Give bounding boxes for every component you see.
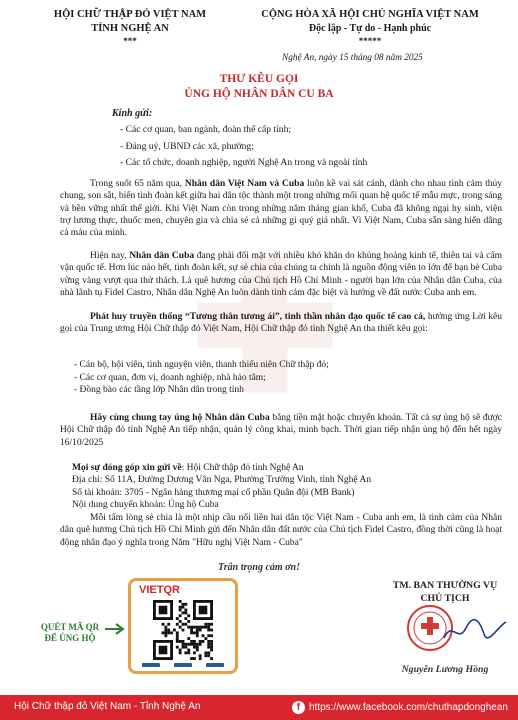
qr-code-icon [153, 600, 213, 660]
recipient-line: Mọi sự đóng góp xin gửi về: Hội Chữ thập đỏ tỉnh Nghệ An [72, 463, 304, 473]
paragraph-donation: Hãy cùng chung tay ủng hộ Nhân dân Cuba bằng tiền mặt hoặc chuyển khoản. Tất cả sự ủng hộ sẽ được Hội Chữ thập đỏ tỉnh Nghệ An tiếp nhận, quản lý công khai, minh bạch. Thời gian tiếp nhận ủng hộ đến hết ngày 16/10/2025 [60, 413, 502, 448]
national-motto: Độc lập - Tự do - Hạnh phúc [308, 23, 432, 34]
audience-item: - Cán bộ, hội viên, tình nguyện viên, thanh thiếu niên Chữ thập đỏ; [74, 359, 494, 372]
organization-header [40, 8, 220, 47]
footer-bar [0, 695, 518, 720]
emphasis: Hãy cùng chung tay ủng hộ Nhân dân Cuba [90, 413, 270, 423]
paragraph-closing: Mỗi tấm lòng sẻ chia là một nhịp cầu nối liền hai dân tộc Việt Nam - Cuba anh em, là tình cảm của Nhân dân quê hương Chủ tịch Hồ Chí Minh gửi đến Nhân dân đất nước của Chủ tịch Fidel Castro, đồng thời cũng là hoạt động nhân đạo ý nghĩa trong Năm "Hữu nghị Việt Nam - Cuba" [60, 513, 502, 548]
letter-title: THƯ KÊU GỌI [219, 73, 299, 85]
recipient-list [120, 122, 500, 172]
emphasis: Nhân dân Cuba [129, 251, 195, 261]
facebook-url: https://www.facebook.com/chuthapdonghean [308, 702, 508, 713]
motto-stars: ***** [358, 36, 382, 46]
audience-item: - Các cơ quan, đơn vị, doanh nghiệp, nhà hảo tâm; [74, 372, 494, 385]
footer-org: Hội Chữ thập đỏ Việt Nam - Tỉnh Nghệ An [14, 701, 201, 712]
country-name: CỘNG HÒA XÃ HỘI CHỦ NGHĨA VIỆT NAM [261, 9, 479, 20]
recipient-item: - Các cơ quan, ban ngành, đoàn thể cấp tỉnh; [120, 124, 292, 135]
signer-name: Nguyễn Lương Hồng [401, 664, 489, 675]
qr-code-card[interactable] [128, 578, 238, 674]
letter-subtitle: ỦNG HỘ NHÂN DÂN CU BA [184, 88, 334, 100]
signatory-role: TM. BAN THƯỜNG VỤ [392, 580, 498, 591]
account-line: Số tài khoản: 3705 - Ngân hàng thương mại cổ phần Quân đội (MB Bank) [72, 487, 355, 498]
qr-label: QUÉT MÃ QR ĐỂ ỦNG HỘ [40, 622, 100, 643]
recipient-item: - Đảng uỷ, UBND các xã, phường; [120, 140, 254, 152]
org-name: HỘI CHỮ THẬP ĐỎ VIỆT NAM [53, 9, 207, 20]
org-unit: TỈNH NGHỆ AN [91, 23, 169, 34]
donation-info [60, 462, 502, 511]
emphasis: Nhân dân Việt Nam và Cuba [184, 179, 305, 189]
org-stars: *** [123, 36, 137, 46]
paragraph-situation: Hiện nay, Nhân dân Cuba đang phải đối mặt với nhiều khó khăn do khủng hoảng kinh tế, thiên tai và cấm vận quốc tế. Hơn lúc nào hết, tình đoàn kết, sự sẻ chia của chúng ta chính là nguồn động viên to lớn để bạn bè Cuba vững vàng vượt qua thử thách. Là quê hương của Chủ tịch Hồ Chí Minh - người bạn lớn của Nhân dân Cuba, của nhà lãnh tụ Fidel Castro, Nhân dân Nghệ An luôn dành tình cảm đặc biệt và hướng về đất nước Cuba anh em. [60, 251, 502, 298]
emphasis: Phát huy truyền thống “Tương thân tương ái”, tinh thần nhân đạo quốc tế cao cả, [90, 312, 426, 322]
facebook-icon: f [292, 701, 305, 714]
handwritten-signature [440, 616, 510, 646]
transfer-line: Nội dung chuyển khoản: Ủng hộ Cuba [72, 499, 219, 510]
arrow-right-icon [104, 622, 126, 636]
audience-item: - Đồng bào các tầng lớp Nhân dân trong tỉnh [74, 384, 494, 397]
address-line: Địa chỉ: Số 11A, Đường Dương Vân Nga, Phường Trường Vinh, tỉnh Nghệ An [72, 475, 372, 486]
national-header [222, 8, 518, 47]
bank-logos [135, 663, 231, 669]
recipient-item: - Các tổ chức, doanh nghiệp, người Nghệ An trong và ngoài tỉnh [120, 157, 368, 168]
paragraph-call: Phát huy truyền thống “Tương thân tương ái”, tinh thần nhân đạo quốc tế cao cả, hưởng ứng Lời kêu gọi của Trung ương Hội Chữ thập đỏ Việt Nam, Hội Chữ thập đỏ tỉnh Nghệ An tha thiết kêu gọi: [60, 312, 502, 335]
vietqr-logo: VIETQR [139, 584, 180, 596]
greeting: Kính gửi: [112, 108, 153, 119]
thanks-line: Trân trọng cảm ơn! [218, 562, 300, 573]
paragraph-history: Trong suốt 65 năm qua, Nhân dân Việt Nam và Cuba luôn kề vai sát cánh, dành cho nhau tình cảm thủy chung, son sắt, biến tình đoàn kết giữa hai dân tộc thành một trong những mối quan hệ quốc tế mẫu mực, trong sáng và bền vững nhất thế giới. Khi Việt Nam còn trong những năm tháng gian khổ, Cuba đã không ngại hy sinh, viện trợ lương thực, thuốc men, chuyên gia và chia sẻ cả những gì quý giá nhất. Vì Việt Nam, Cuba sẵn sàng hiến dâng cả máu của mình. [60, 179, 502, 239]
facebook-link[interactable] [292, 701, 508, 714]
audience-list [74, 359, 494, 397]
place-date: Nghệ An, ngày 15 tháng 08 năm 2025 [282, 53, 423, 63]
signatory-title: CHỦ TỊCH [420, 593, 470, 604]
